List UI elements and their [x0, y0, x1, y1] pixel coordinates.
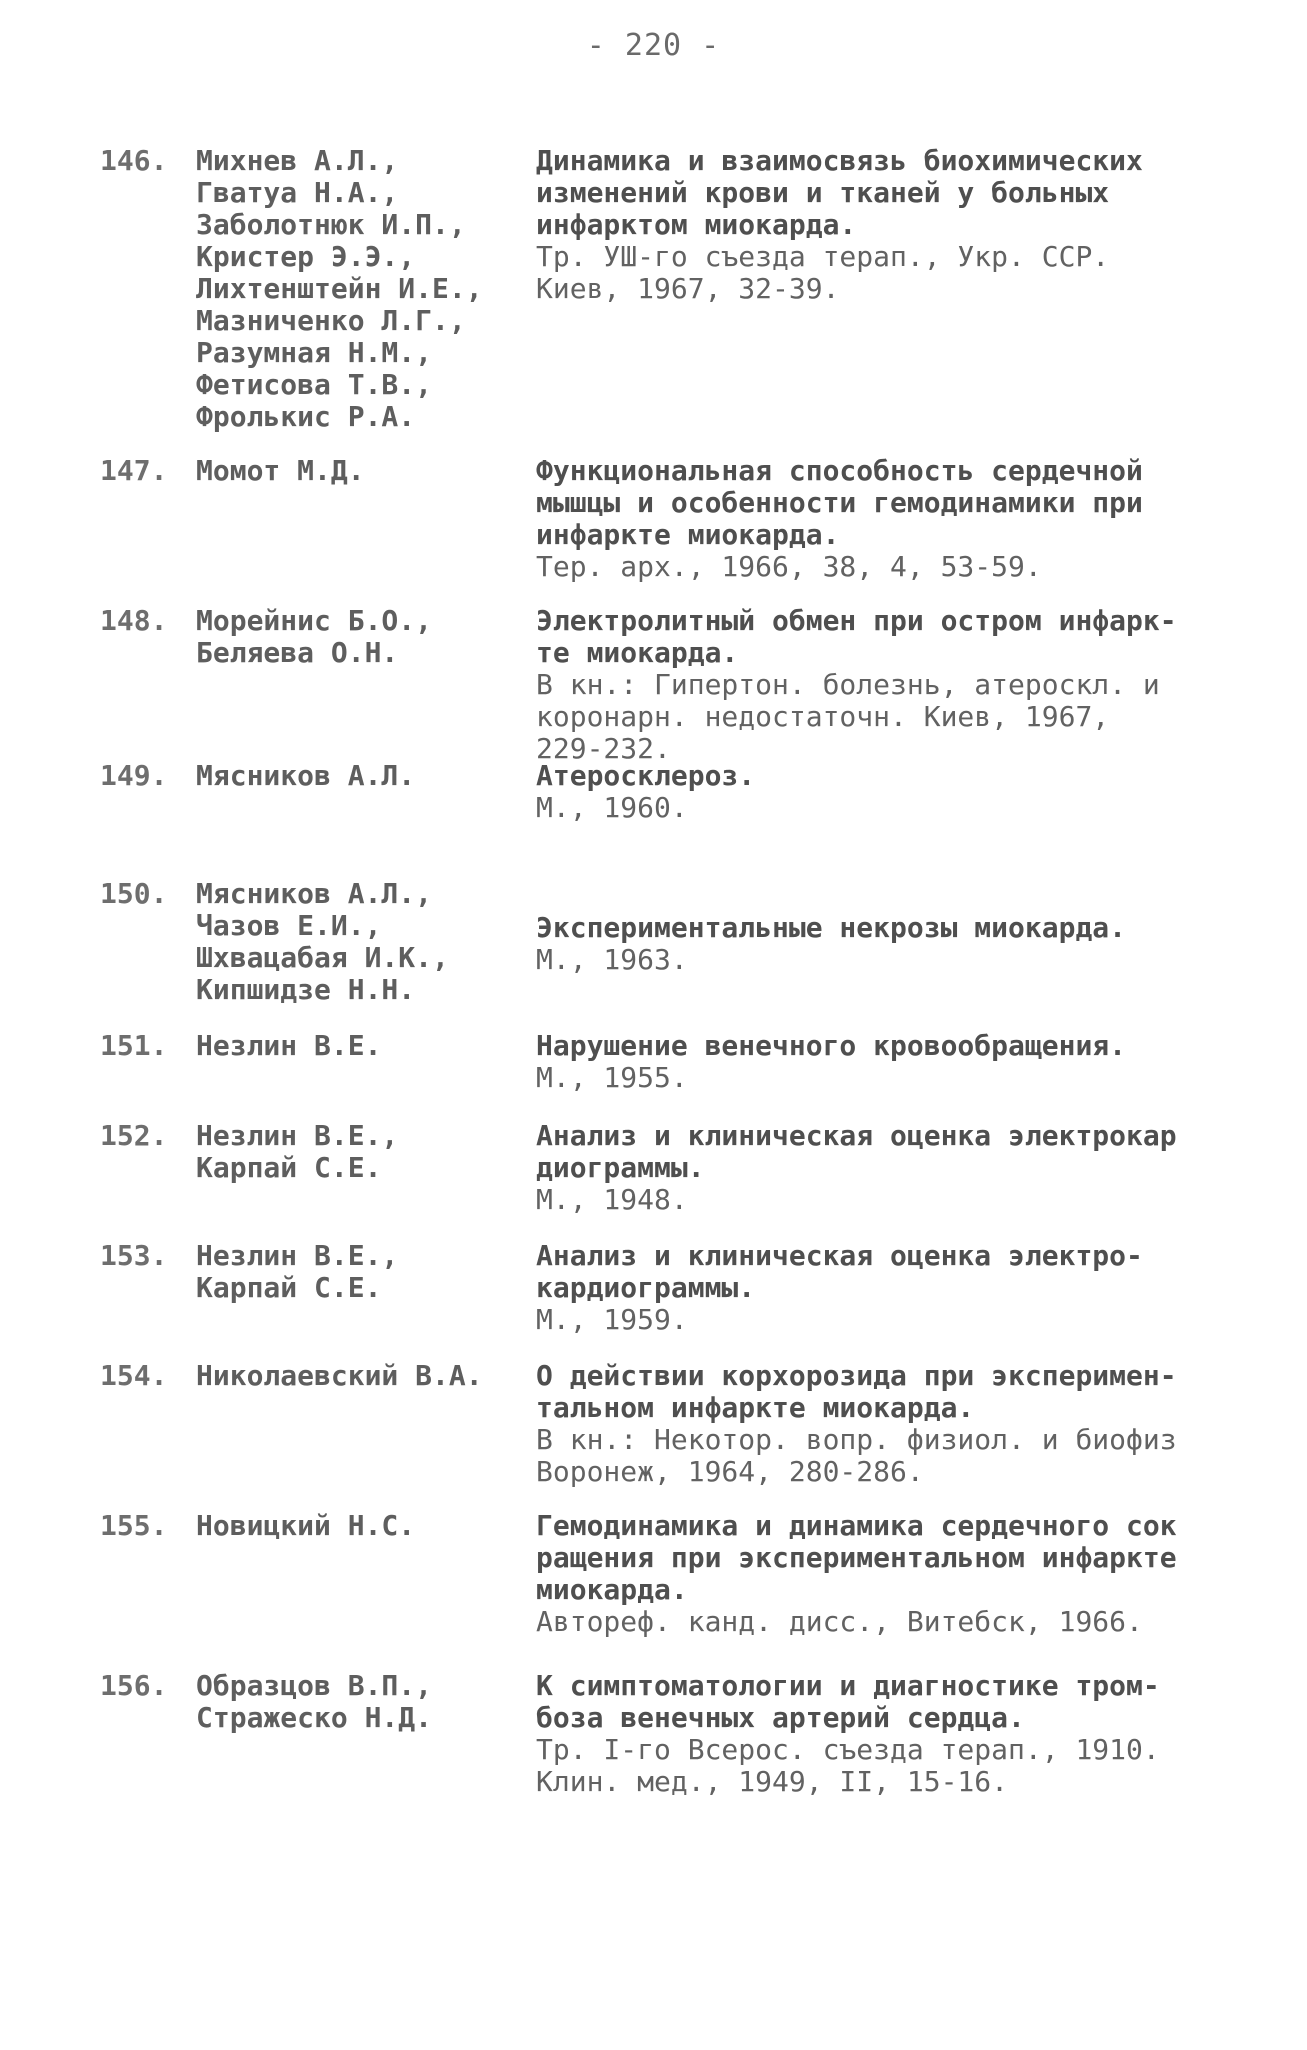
work-source-line: Воронеж, 1964, 280-286.	[536, 1456, 924, 1488]
work-source-line: Клин. мед., 1949, II, 15-16.	[536, 1766, 1009, 1798]
work-source-line: М., 1960.	[536, 792, 688, 824]
author-name: Стражеско Н.Д.	[196, 1701, 433, 1734]
entry-number: 148.	[100, 604, 168, 637]
work-title-line: миокарда.	[536, 1574, 688, 1606]
entry-work	[536, 1510, 1276, 1638]
work-title-line: Анализ и клиническая оценка электро-	[536, 1240, 1143, 1272]
work-source-line: Киев, 1967, 32-39.	[536, 273, 840, 305]
entry-work	[536, 912, 1276, 976]
author-name: Карпай С.Е.	[196, 1271, 382, 1304]
author-name: Морейнис Б.О.,	[196, 604, 433, 637]
work-source-line: М., 1955.	[536, 1062, 688, 1094]
work-source-line: Тр. УШ-го съезда терап., Укр. ССР.	[536, 241, 1110, 273]
author-name: Мясников А.Л.,	[196, 877, 433, 910]
entry-number: 146.	[100, 144, 168, 177]
author-name: Карпай С.Е.	[196, 1151, 382, 1184]
work-source-line: Тр. I-го Всерос. съезда терап., 1910.	[536, 1734, 1160, 1766]
work-title-line: тальном инфаркте миокарда.	[536, 1392, 975, 1424]
author-name: Мазниченко Л.Г.,	[196, 304, 466, 337]
work-source-line: М., 1963.	[536, 944, 688, 976]
author-name: Незлин В.Е.,	[196, 1239, 399, 1272]
author-name: Образцов В.П.,	[196, 1669, 433, 1702]
entry-work	[536, 1360, 1276, 1488]
work-title-line: Анализ и клиническая оценка электрокар	[536, 1120, 1177, 1152]
author-name: Шхвацабая И.К.,	[196, 941, 449, 974]
work-title-line: Гемодинамика и динамика сердечного сок	[536, 1510, 1177, 1542]
entry-work	[536, 605, 1276, 765]
author-name: Фролькис Р.А.	[196, 400, 416, 433]
entry-authors	[196, 1670, 526, 1734]
entry-authors	[196, 878, 526, 1006]
entry-authors	[196, 1030, 526, 1062]
author-name: Лихтенштейн И.Е.,	[196, 272, 483, 305]
work-source-line: В кн.: Некотор. вопр. физиол. и биофиз	[536, 1424, 1177, 1456]
author-name: Кристер Э.Э.,	[196, 240, 416, 273]
author-name: Новицкий Н.С.	[196, 1509, 416, 1542]
work-title-line: изменений крови и тканей у больных	[536, 177, 1110, 209]
work-source-line: Автореф. канд. дисс., Витебск, 1966.	[536, 1606, 1143, 1638]
author-name: Фетисова Т.В.,	[196, 368, 433, 401]
author-name: Гватуа Н.А.,	[196, 176, 399, 209]
entry-authors	[196, 145, 526, 433]
entry-work	[536, 145, 1276, 305]
entry-authors	[196, 1510, 526, 1542]
work-title-line: мышцы и особенности гемодинамики при	[536, 487, 1143, 519]
work-source-line: М., 1959.	[536, 1304, 688, 1336]
work-title-line: Экспериментальные некрозы миокарда.	[536, 912, 1127, 944]
author-name: Момот М.Д.	[196, 454, 365, 487]
entry-number: 153.	[100, 1239, 168, 1272]
page-number: - 220 -	[586, 28, 721, 63]
work-title-line: К симптоматологии и диагностике тром-	[536, 1670, 1160, 1702]
entry-work	[536, 1670, 1276, 1798]
work-source-line: 229-232.	[536, 733, 671, 765]
entry-number: 149.	[100, 759, 168, 792]
work-title-line: Динамика и взаимосвязь биохимических	[536, 145, 1143, 177]
work-title-line: те миокарда.	[536, 637, 739, 669]
entry-authors	[196, 760, 526, 792]
work-title-line: кардиограммы.	[536, 1272, 756, 1304]
work-source-line: Тер. арх., 1966, 38, 4, 53-59.	[536, 551, 1042, 583]
entry-authors	[196, 1360, 526, 1392]
work-title-line: Нарушение венечного кровообращения.	[536, 1030, 1127, 1062]
entry-work	[536, 455, 1276, 583]
author-name: Разумная Н.М.,	[196, 336, 433, 369]
work-title-line: ращения при экспериментальном инфаркте	[536, 1542, 1177, 1574]
author-name: Михнев А.Л.,	[196, 144, 399, 177]
entry-authors	[196, 605, 526, 669]
entry-authors	[196, 1120, 526, 1184]
work-title-line: О действии корхорозида при эксперимен-	[536, 1360, 1177, 1392]
entry-work	[536, 1240, 1276, 1336]
author-name: Чазов Е.И.,	[196, 909, 382, 942]
work-title-line: боза венечных артерий сердца.	[536, 1702, 1025, 1734]
entry-work	[536, 1030, 1276, 1094]
entry-work	[536, 1120, 1276, 1216]
work-title-line: диограммы.	[536, 1152, 705, 1184]
work-title-line: Функциональная способность сердечной	[536, 455, 1143, 487]
entry-work	[536, 760, 1276, 824]
work-source-line: М., 1948.	[536, 1184, 688, 1216]
author-name: Кипшидзе Н.Н.	[196, 973, 416, 1006]
work-title-line: инфарктом миокарда.	[536, 209, 857, 241]
entry-number: 156.	[100, 1669, 168, 1702]
author-name: Беляева О.Н.	[196, 636, 399, 669]
entry-authors	[196, 455, 526, 487]
author-name: Незлин В.Е.	[196, 1029, 382, 1062]
author-name: Незлин В.Е.,	[196, 1119, 399, 1152]
work-source-line: В кн.: Гипертон. болезнь, атероскл. и	[536, 669, 1160, 701]
work-title-line: Атеросклероз.	[536, 760, 756, 792]
author-name: Мясников А.Л.	[196, 759, 416, 792]
author-name: Заболотнюк И.П.,	[196, 208, 466, 241]
entry-number: 150.	[100, 877, 168, 910]
entry-number: 155.	[100, 1509, 168, 1542]
author-name: Николаевский В.А.	[196, 1359, 483, 1392]
work-title-line: инфаркте миокарда.	[536, 519, 840, 551]
entry-authors	[196, 1240, 526, 1304]
work-title-line: Электролитный обмен при остром инфарк-	[536, 605, 1177, 637]
entry-number: 154.	[100, 1359, 168, 1392]
entry-number: 152.	[100, 1119, 168, 1152]
entry-number: 147.	[100, 454, 168, 487]
entry-number: 151.	[100, 1029, 168, 1062]
work-source-line: коронарн. недостаточн. Киев, 1967,	[536, 701, 1110, 733]
